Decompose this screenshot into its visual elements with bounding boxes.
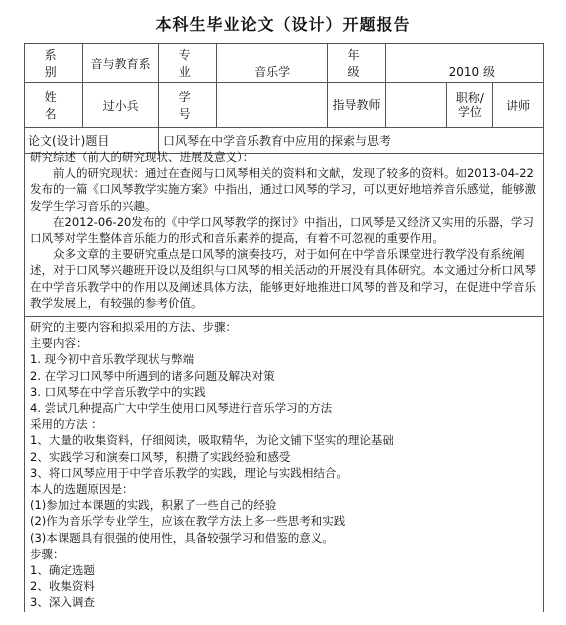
rank-label: 职称/学位: [447, 83, 493, 128]
grade-label: 年 级: [327, 44, 385, 83]
list-item: 4. 尝试几种提高广大中学生使用口风琴进行音乐学习的方法: [30, 401, 333, 416]
advisor-label: 指导教师: [327, 83, 385, 128]
plan-heading: 研究的主要内容和拟采用的方法、步骤：: [30, 320, 237, 334]
student-id-value: [217, 83, 328, 128]
major-label: 专 业: [159, 44, 217, 83]
advisor-value: [386, 83, 447, 128]
content-label: 主要内容：: [30, 336, 88, 351]
grade-value: 2010 级: [386, 44, 544, 83]
list-item: 1. 现今初中音乐教学现状与弊端: [30, 352, 195, 367]
list-item: 2、收集资料: [30, 579, 95, 594]
list-item: 1、确定选题: [30, 563, 95, 578]
reason-label: 本人的选题原因是：: [30, 482, 134, 497]
list-item: (2)作为音乐学专业学生，应该在教学方法上多一些思考和实践: [30, 514, 346, 529]
list-item: 3. 口风琴在中学音乐教学中的实践: [30, 384, 206, 399]
review-heading: 研究综述（前人的研究现状、进展及意义）：: [30, 150, 255, 164]
student-id-label: 学 号: [159, 83, 217, 128]
list-item: (3)本课题具有很强的使用性，具备较强学习和借鉴的意义。: [30, 530, 334, 545]
research-plan-section: [24, 317, 544, 612]
topic-label: 论文(设计)题目: [25, 128, 159, 154]
topic-value: 口风琴在中学音乐教育中应用的探索与思考: [159, 128, 544, 154]
method-label: 采用的方法 ：: [30, 417, 103, 432]
list-item: 2、实践学习和演奏口风琴，积攒了实践经验和感受: [30, 449, 291, 464]
review-paragraph-3: 众多文章的主要研究重点是口风琴的演奏技巧，对于如何在中学音乐课堂进行教学没有系统阐述，对于口风琴兴趣班开设以及组织与口风琴的相关活动的开展没有具体研究。本文通过分析口风琴在中学音乐教学中的作用以及阐述具体方法，能够更好地推进口风琴的普及和学习，在促进中学音乐教学发展上，有较强的参考价值。: [30, 247, 536, 310]
steps-label: 步骤：: [30, 546, 65, 561]
page-title: 本科生毕业论文（设计）开题报告: [155, 15, 411, 34]
name-value: 过小兵: [83, 83, 159, 128]
list-item: 3、将口风琴应用于中学音乐教学的实践，理论与实践相结合。: [30, 465, 348, 480]
dept-value: 音与教育系: [83, 44, 159, 83]
list-item: (1)参加过本课题的实践，积累了一些自己的经验: [30, 498, 277, 513]
list-item: 2. 在学习口风琴中所遇到的诸多问题及解决对策: [30, 368, 275, 383]
header-table: [24, 43, 544, 154]
name-label: 姓 名: [25, 83, 83, 128]
list-item: 1、大量的收集资料，仔细阅读，吸取精华，为论文铺下坚实的理论基础: [30, 433, 394, 448]
review-paragraph-2: 在2012-06-20发布的《中学口风琴教学的探讨》中指出，口风琴是又经济又实用的乐器，学习口风琴对学生整体音乐能力的形式和音乐素养的提高，有着不可忽视的重要作用。: [30, 214, 534, 246]
list-item: 3、深入调查: [30, 595, 95, 610]
dept-label: 系 别: [25, 44, 83, 83]
research-review-section: [24, 147, 544, 317]
review-paragraph-1: 前人的研究现状：通过在查阅与口风琴相关的资料和文献，发现了较多的资料。如2013-04-22发布的一篇《口风琴教学实施方案》中指出，通过口风琴的学习，可以更好地培养音乐感觉，能够激发学生学习音乐的兴趣。: [30, 166, 536, 213]
rank-value: 讲师: [493, 83, 544, 128]
major-value: 音乐学: [217, 44, 328, 83]
